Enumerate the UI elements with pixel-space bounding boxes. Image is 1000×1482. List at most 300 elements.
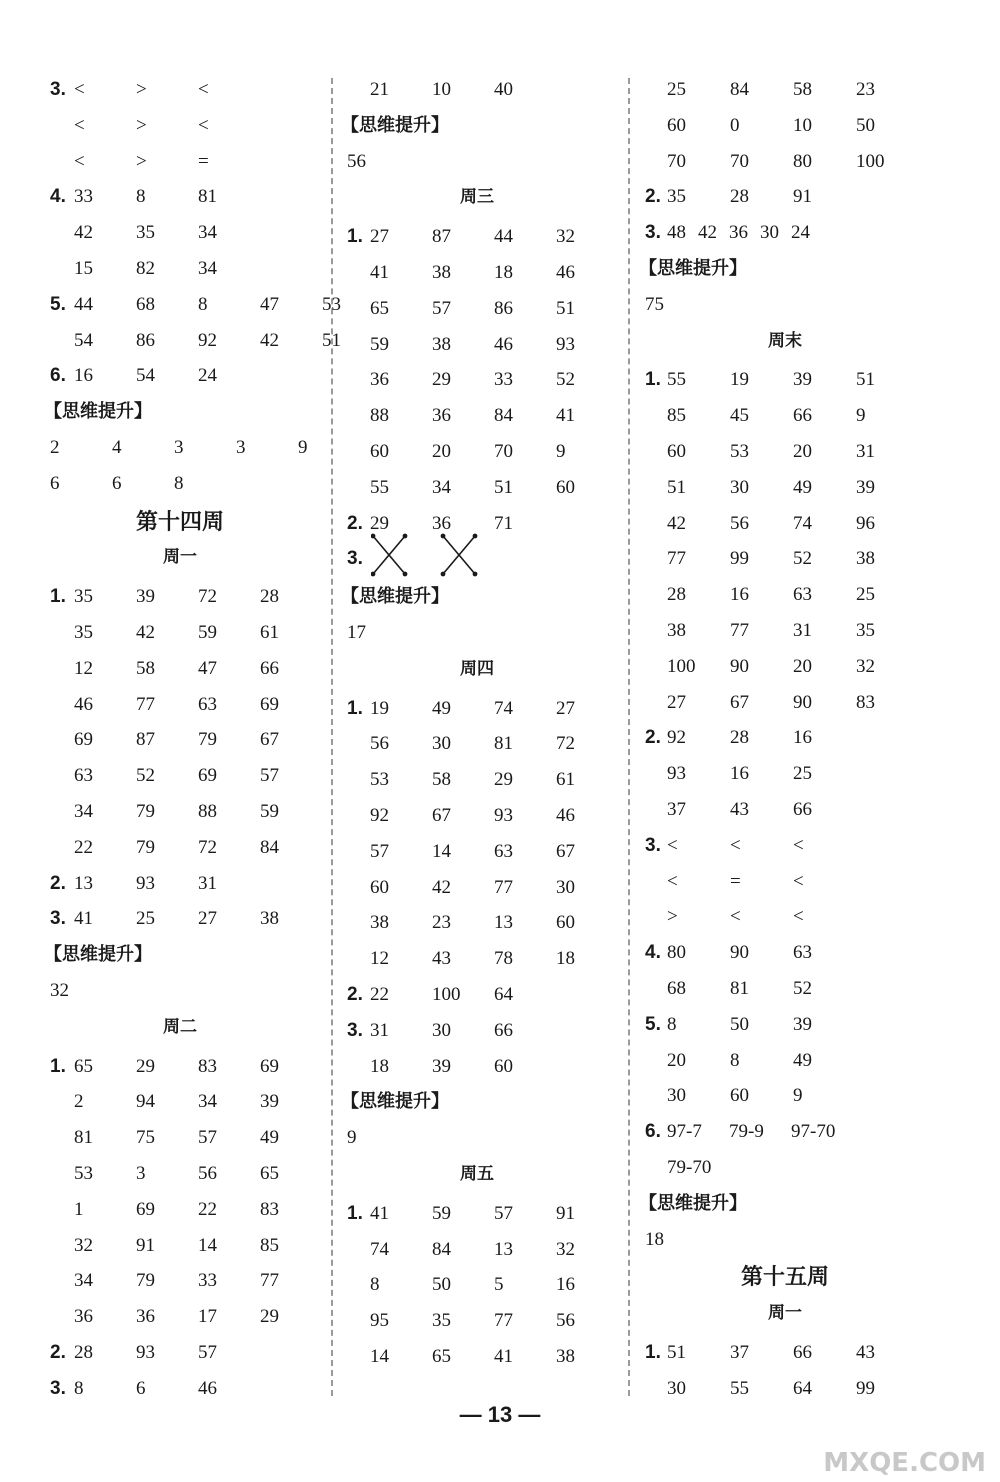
answer-value: 0 <box>730 114 740 136</box>
answer-value: 91 <box>793 186 812 208</box>
answer-value: 88 <box>198 801 217 822</box>
answer-value: 2 <box>74 1091 84 1113</box>
answer-value: 23 <box>856 79 875 100</box>
answer-value: 9 <box>556 441 566 462</box>
answer-value: 42 <box>667 512 686 534</box>
answer-value: 64 <box>494 984 513 1005</box>
answer-row <box>0 649 1000 685</box>
question-number: 2. <box>50 1342 66 1363</box>
answer-value: 63 <box>198 693 217 715</box>
answer-value: 44 <box>494 226 513 248</box>
answer-value: 93 <box>494 805 513 826</box>
question-number: 3. <box>50 908 66 930</box>
thinking-answer: 75 <box>645 293 664 315</box>
answer-value: 25 <box>856 584 875 606</box>
answer-value: 36 <box>74 1306 93 1328</box>
answer-value: 55 <box>730 1377 749 1399</box>
answer-value: 60 <box>730 1085 749 1107</box>
answer-value: 38 <box>667 620 686 641</box>
answer-value: 69 <box>136 1198 155 1220</box>
answer-row <box>0 470 1000 506</box>
answer-value: 38 <box>370 912 389 934</box>
answer-value: 68 <box>667 978 686 999</box>
answer-value: 84 <box>494 405 513 427</box>
answer-value: 91 <box>136 1234 155 1256</box>
thinking-section-heading: 【思维提升】 <box>341 586 449 608</box>
answer-value: 19 <box>730 369 749 391</box>
answer-value: 41 <box>556 405 575 427</box>
answer-row <box>0 1196 1000 1232</box>
answer-value: 16 <box>556 1274 575 1296</box>
answer-value: 16 <box>74 365 93 387</box>
answer-value: 78 <box>494 948 513 970</box>
answer-value: 6 <box>112 472 122 494</box>
answer-value: 41 <box>370 262 389 283</box>
answer-value: 44 <box>74 293 93 315</box>
answer-value: 56 <box>198 1163 217 1184</box>
answer-row <box>0 828 1000 864</box>
answer-value: 81 <box>494 733 513 755</box>
answer-value: 35 <box>74 622 93 643</box>
answer-value: 72 <box>198 586 217 608</box>
answer-value: 60 <box>556 912 575 934</box>
answer-value: < <box>730 834 741 856</box>
answer-value: 30 <box>556 876 575 898</box>
answer-row <box>0 362 1000 398</box>
answer-value: 53 <box>370 769 389 791</box>
answer-value: 1 <box>74 1198 84 1220</box>
answer-value: 35 <box>667 186 686 208</box>
answer-value: 22 <box>74 836 93 858</box>
watermark: MXQE.COM <box>823 1448 986 1478</box>
answer-value: 20 <box>793 655 812 677</box>
day-heading: 周一 <box>163 547 197 568</box>
answer-value: 46 <box>198 1377 217 1399</box>
answer-value: 33 <box>494 369 513 391</box>
answer-value: 52 <box>793 978 812 999</box>
answer-value: 46 <box>556 262 575 283</box>
answer-value: 21 <box>370 79 389 100</box>
answer-row <box>0 720 1000 756</box>
answer-value: 97-7 <box>667 1121 702 1143</box>
answer-value: 81 <box>74 1127 93 1149</box>
thinking-answer: 32 <box>50 980 69 1001</box>
question-number: 1. <box>347 697 363 719</box>
answer-value: 63 <box>74 765 93 787</box>
answer-value: 71 <box>494 512 513 534</box>
answer-value: 51 <box>667 1342 686 1363</box>
answer-value: 81 <box>198 186 217 208</box>
answer-row <box>0 1007 1000 1043</box>
answer-value: 100 <box>432 984 461 1005</box>
answer-value: 69 <box>260 1055 279 1077</box>
answer-value: 9 <box>793 1085 803 1107</box>
answer-value: 65 <box>370 297 389 319</box>
answer-value: < <box>198 114 209 136</box>
answer-value: 47 <box>198 657 217 679</box>
answer-value: 66 <box>793 405 812 427</box>
answer-row <box>0 541 1000 577</box>
answer-value: 94 <box>136 1091 155 1113</box>
answer-value: < <box>667 834 678 856</box>
answer-value: 14 <box>370 1346 389 1367</box>
answer-value: 12 <box>74 657 93 679</box>
answer-value: 36 <box>136 1306 155 1328</box>
answer-value: 28 <box>667 584 686 606</box>
answer-value: 30 <box>730 476 749 498</box>
answer-value: 69 <box>74 729 93 751</box>
answer-value: 49 <box>260 1127 279 1149</box>
answer-value: 51 <box>494 476 513 498</box>
answer-value: 58 <box>136 657 155 679</box>
answer-value: 79 <box>136 801 155 822</box>
answer-value: 86 <box>136 329 155 351</box>
answer-value: 42 <box>698 222 717 244</box>
answer-value: 27 <box>556 697 575 719</box>
thinking-answer: 9 <box>347 1127 357 1149</box>
answer-row <box>0 179 1000 215</box>
answer-value: 86 <box>494 297 513 319</box>
answer-value: 19 <box>370 697 389 719</box>
answer-value: 56 <box>730 512 749 534</box>
answer-value: 28 <box>730 727 749 749</box>
day-heading: 周四 <box>460 658 494 679</box>
thinking-section-heading: 【思维提升】 <box>44 401 152 423</box>
answer-value: 60 <box>667 114 686 136</box>
answer-value: 57 <box>198 1127 217 1149</box>
answer-value: 70 <box>667 150 686 172</box>
answer-value: 57 <box>370 840 389 862</box>
answer-value: 34 <box>198 222 217 244</box>
thinking-answer: 17 <box>347 622 366 643</box>
answer-value: 49 <box>793 1049 812 1071</box>
question-number: 3. <box>347 1019 363 1041</box>
answer-value: 55 <box>370 476 389 498</box>
question-number: 2. <box>645 727 661 749</box>
answer-value: 38 <box>856 548 875 570</box>
answer-value: 77 <box>136 693 155 715</box>
answer-value: 18 <box>370 1055 389 1077</box>
answer-value: 45 <box>730 405 749 427</box>
answer-value: 47 <box>260 293 279 315</box>
answer-value: < <box>74 79 85 100</box>
thinking-answer: 18 <box>645 1228 664 1250</box>
answer-value: 65 <box>432 1346 451 1367</box>
answer-value: 80 <box>667 942 686 964</box>
answer-value: 4 <box>112 437 122 458</box>
answer-value: 66 <box>793 799 812 820</box>
answer-value: 8 <box>198 293 208 315</box>
answer-value: 43 <box>856 1342 875 1363</box>
question-number: 1. <box>645 1342 661 1363</box>
answer-value: 83 <box>198 1055 217 1077</box>
answer-value: 65 <box>74 1055 93 1077</box>
answer-value: = <box>198 150 209 172</box>
answer-value: 34 <box>74 801 93 822</box>
answer-value: > <box>136 150 147 172</box>
answer-value: 5 <box>494 1274 504 1296</box>
answer-value: 48 <box>667 222 686 244</box>
answer-row <box>0 577 1000 613</box>
answer-value: 60 <box>556 476 575 498</box>
answer-value: 43 <box>730 799 749 820</box>
answer-row <box>0 108 1000 144</box>
answer-value: 75 <box>136 1127 155 1149</box>
question-number: 5. <box>645 1013 661 1035</box>
answer-value: 6 <box>136 1377 146 1399</box>
question-number: 1. <box>347 1202 363 1224</box>
answer-value: 77 <box>260 1270 279 1292</box>
answer-value: 70 <box>494 441 513 462</box>
answer-value: 16 <box>730 584 749 606</box>
answer-value: 51 <box>556 297 575 319</box>
answer-value: 95 <box>370 1310 389 1332</box>
answer-value: 25 <box>136 908 155 930</box>
answer-value: 24 <box>198 365 217 387</box>
answer-value: 58 <box>793 79 812 100</box>
answer-value: 12 <box>370 948 389 970</box>
answer-value: 29 <box>260 1306 279 1328</box>
answer-value: > <box>136 114 147 136</box>
answer-value: 59 <box>260 801 279 822</box>
answer-value: 97-70 <box>791 1121 836 1143</box>
answer-value: 10 <box>793 114 812 136</box>
answer-value: 84 <box>730 79 749 100</box>
answer-row <box>0 72 1000 108</box>
answer-value: 17 <box>198 1306 217 1328</box>
answer-value: 53 <box>74 1163 93 1184</box>
answer-value: 49 <box>793 476 812 498</box>
answer-value: 41 <box>494 1346 513 1367</box>
answer-value: 8 <box>136 186 146 208</box>
answer-value: 18 <box>494 262 513 283</box>
answer-value: 85 <box>667 405 686 427</box>
answer-value: 20 <box>432 441 451 462</box>
answer-value: 22 <box>198 1198 217 1220</box>
answer-value: 84 <box>432 1238 451 1260</box>
answer-value: 74 <box>494 697 513 719</box>
answer-value: 69 <box>198 765 217 787</box>
answer-value: 53 <box>322 293 341 315</box>
answer-value: 81 <box>730 978 749 999</box>
answer-value: 57 <box>260 765 279 787</box>
answer-value: 37 <box>667 799 686 820</box>
answer-value: 35 <box>432 1310 451 1332</box>
answer-value: 52 <box>136 765 155 787</box>
thinking-section-heading: 【思维提升】 <box>341 114 449 136</box>
answer-value: 67 <box>556 840 575 862</box>
thinking-answer: 56 <box>347 150 366 172</box>
answer-value: 84 <box>260 836 279 858</box>
answer-value: 67 <box>432 805 451 826</box>
day-heading: 周一 <box>768 1303 802 1324</box>
answer-value: 10 <box>432 79 451 100</box>
day-heading: 周末 <box>768 330 802 351</box>
answer-value: 41 <box>74 908 93 930</box>
answer-row <box>0 935 1000 971</box>
answer-value: 8 <box>174 472 184 494</box>
answer-value: 63 <box>793 584 812 606</box>
answer-value: 80 <box>793 150 812 172</box>
answer-row <box>0 215 1000 251</box>
answer-value: 77 <box>667 548 686 570</box>
answer-row <box>0 792 1000 828</box>
answer-value: 79-70 <box>667 1157 712 1178</box>
answer-value: 27 <box>667 691 686 713</box>
answer-row <box>0 899 1000 935</box>
thinking-section-heading: 【思维提升】 <box>341 1091 449 1113</box>
week-heading: 第十五周 <box>740 1264 829 1291</box>
answer-value: 56 <box>556 1310 575 1332</box>
answer-value: 39 <box>260 1091 279 1113</box>
answer-value: < <box>667 870 678 892</box>
answer-row <box>0 1043 1000 1079</box>
answer-value: 100 <box>667 655 696 677</box>
question-number: 3. <box>347 548 363 570</box>
answer-value: 74 <box>793 512 812 534</box>
answer-value: < <box>793 906 804 928</box>
answer-row <box>0 1150 1000 1186</box>
answer-value: 51 <box>856 369 875 391</box>
answer-value: 72 <box>198 836 217 858</box>
answer-value: 93 <box>556 333 575 355</box>
answer-value: = <box>730 870 741 892</box>
answer-value: 79 <box>136 1270 155 1292</box>
question-number: 1. <box>347 226 363 248</box>
question-number: 3. <box>645 222 661 244</box>
answer-value: 40 <box>494 79 513 100</box>
answer-value: 32 <box>74 1234 93 1256</box>
answer-value: 8 <box>730 1049 740 1071</box>
answer-value: 49 <box>432 697 451 719</box>
answer-value: 50 <box>856 114 875 136</box>
answer-row <box>0 434 1000 470</box>
answer-value: 2 <box>50 437 60 458</box>
answer-value: 33 <box>198 1270 217 1292</box>
answer-value: 67 <box>260 729 279 751</box>
answer-value: 77 <box>494 876 513 898</box>
question-number: 3. <box>645 834 661 856</box>
answer-value: 36 <box>370 369 389 391</box>
answer-value: 13 <box>494 1238 513 1260</box>
thinking-section-heading: 【思维提升】 <box>639 258 747 279</box>
answer-value: 38 <box>432 262 451 283</box>
question-number: 3. <box>50 79 66 100</box>
question-number: 6. <box>645 1121 661 1143</box>
answer-value: > <box>136 79 147 100</box>
answer-value: 63 <box>793 942 812 964</box>
answer-value: 34 <box>74 1270 93 1292</box>
page-number-value: 13 <box>487 1402 513 1427</box>
answer-row <box>0 1335 1000 1371</box>
thinking-section-heading: 【思维提升】 <box>44 944 152 966</box>
answer-row <box>0 613 1000 649</box>
answer-value: 51 <box>322 329 341 351</box>
answer-value: 92 <box>667 727 686 749</box>
answer-value: 42 <box>432 876 451 898</box>
page-number: — 13 — <box>459 1402 541 1427</box>
question-number: 2. <box>645 186 661 208</box>
answer-value: 28 <box>730 186 749 208</box>
answer-row <box>0 685 1000 721</box>
answer-value: 59 <box>198 622 217 643</box>
answer-value: 85 <box>260 1234 279 1256</box>
answer-value: 53 <box>730 441 749 462</box>
answer-value: 66 <box>494 1019 513 1041</box>
week-heading: 第十四周 <box>135 508 224 535</box>
answer-value: 93 <box>136 1342 155 1363</box>
answer-value: 28 <box>74 1342 93 1363</box>
answer-value: 9 <box>856 405 866 427</box>
answer-value: 30 <box>432 1019 451 1041</box>
answer-value: 42 <box>136 622 155 643</box>
answer-value: 31 <box>370 1019 389 1041</box>
answer-value: < <box>730 906 741 928</box>
answer-value: 59 <box>432 1202 451 1224</box>
question-number: 1. <box>645 369 661 391</box>
answer-value: 14 <box>432 840 451 862</box>
answer-row <box>0 144 1000 180</box>
question-number: 1. <box>50 586 66 608</box>
answer-value: 16 <box>793 727 812 749</box>
question-number: 6. <box>50 365 66 387</box>
answer-value: 52 <box>556 369 575 391</box>
answer-value: 92 <box>370 805 389 826</box>
answer-value: 38 <box>556 1346 575 1367</box>
answer-value: 36 <box>729 222 748 244</box>
answer-row <box>0 971 1000 1007</box>
answer-value: 68 <box>136 293 155 315</box>
answer-value: 83 <box>856 691 875 713</box>
answer-value: 30 <box>667 1377 686 1399</box>
answer-value: 32 <box>556 1238 575 1260</box>
answer-value: 77 <box>494 1310 513 1332</box>
answer-value: 88 <box>370 405 389 427</box>
answer-value: 39 <box>136 586 155 608</box>
answer-value: 66 <box>260 657 279 679</box>
answer-value: 46 <box>494 333 513 355</box>
answer-row <box>0 506 1000 542</box>
answer-value: 82 <box>136 258 155 279</box>
answer-value: < <box>74 114 85 136</box>
answer-value: 87 <box>136 729 155 751</box>
answer-value: 91 <box>556 1202 575 1224</box>
answer-row <box>0 291 1000 327</box>
answer-value: 46 <box>556 805 575 826</box>
day-heading: 周五 <box>460 1164 494 1184</box>
answer-row <box>0 1078 1000 1114</box>
answer-value: 29 <box>136 1055 155 1077</box>
answer-value: 8 <box>370 1274 380 1296</box>
answer-value: 70 <box>730 150 749 172</box>
answer-value: < <box>74 150 85 172</box>
answer-value: 79 <box>136 836 155 858</box>
answer-value: 67 <box>730 691 749 713</box>
answer-value: 79-9 <box>729 1121 764 1143</box>
answer-value: 37 <box>730 1342 749 1363</box>
question-number: 4. <box>645 942 661 964</box>
answer-value: 58 <box>432 769 451 791</box>
answer-value: 16 <box>730 763 749 785</box>
answer-value: 65 <box>260 1163 279 1184</box>
answer-value: 96 <box>856 512 875 534</box>
answer-value: 87 <box>432 226 451 248</box>
answer-value: 79 <box>198 729 217 751</box>
answer-value: 39 <box>856 476 875 498</box>
answer-value: 60 <box>667 441 686 462</box>
answer-value: 63 <box>494 840 513 862</box>
answer-value: 3 <box>174 437 184 458</box>
